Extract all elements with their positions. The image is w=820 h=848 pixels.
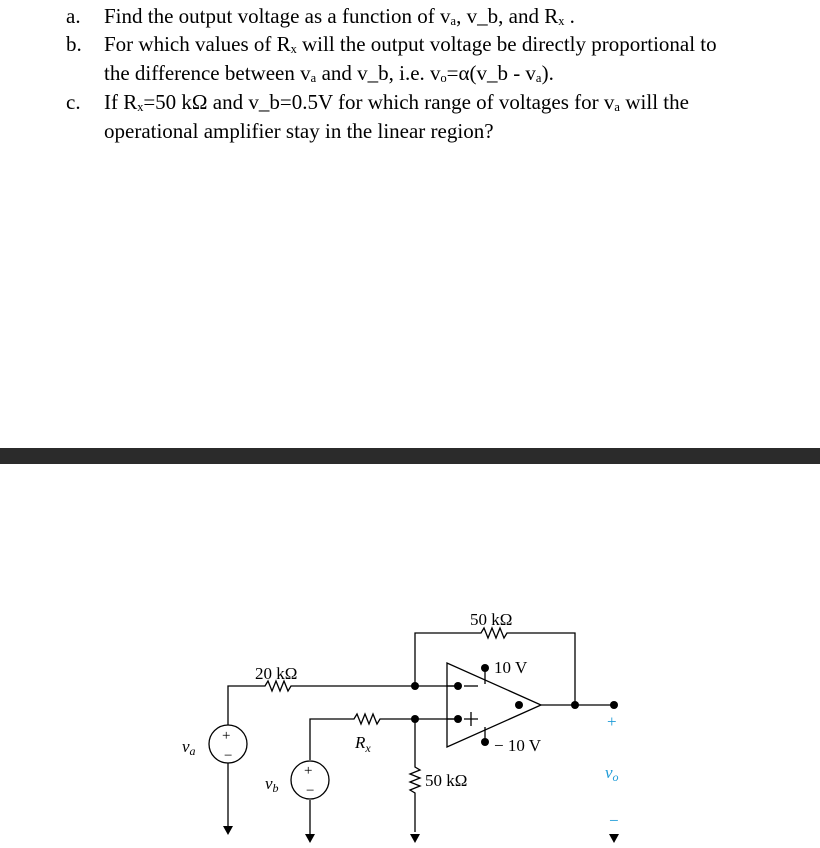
- node-dot: [481, 738, 489, 746]
- noninverting-sign: [464, 712, 478, 726]
- ground-arrow-icon: [223, 826, 233, 835]
- input-resistor-label: 20 kΩ: [255, 664, 298, 683]
- rx-label: $R_x$: [355, 733, 371, 755]
- question-line: operational amplifier stay in the linear region?: [104, 119, 494, 143]
- ground-resistor-wire: [410, 719, 420, 832]
- question-line: Find the output voltage as a function of vₐ, v_b, and Rₓ .: [104, 4, 575, 28]
- source-b-minus-sign: −: [306, 783, 315, 799]
- question-letter: a.: [66, 4, 81, 28]
- supply-positive-label: 10 V: [494, 658, 528, 677]
- node-dot: [515, 701, 523, 709]
- feedback-resistor-label: 50 kΩ: [470, 610, 513, 629]
- node-dot: [411, 682, 419, 690]
- output-voltage-label: vo: [605, 763, 619, 784]
- source-b-plus-sign: +: [304, 763, 313, 779]
- output-minus-label: −: [609, 811, 619, 830]
- node-dot: [454, 682, 462, 690]
- source-a-minus-sign: −: [224, 748, 233, 764]
- node-dot: [571, 701, 579, 709]
- question-line: For which values of Rₓ will the output voltage be directly proportional to: [104, 32, 717, 56]
- node-dot: [411, 715, 419, 723]
- source-b-label: vb: [265, 774, 279, 795]
- node-dot: [454, 715, 462, 723]
- ground-resistor-label: 50 kΩ: [425, 771, 468, 790]
- question-line: the difference between vₐ and v_b, i.e. vₒ=α(v_b - vₐ).: [104, 61, 554, 85]
- question-line: If Rₓ=50 kΩ and v_b=0.5V for which range of voltages for vₐ will the: [104, 90, 689, 114]
- output-plus-label: +: [607, 712, 617, 731]
- source-a-label: va: [182, 737, 196, 758]
- question-letter: b.: [66, 32, 82, 56]
- node-dot: [481, 664, 489, 672]
- ground-arrow-icon: [305, 834, 315, 843]
- output-ground-arrow-icon: [609, 834, 619, 843]
- ground-arrow-icon: [410, 834, 420, 843]
- rx-wire: [310, 714, 458, 760]
- source-a-plus-sign: +: [222, 728, 231, 744]
- question-letter: c.: [66, 90, 81, 114]
- output-terminal-dot: [610, 701, 618, 709]
- supply-negative-label: − 10 V: [494, 736, 542, 755]
